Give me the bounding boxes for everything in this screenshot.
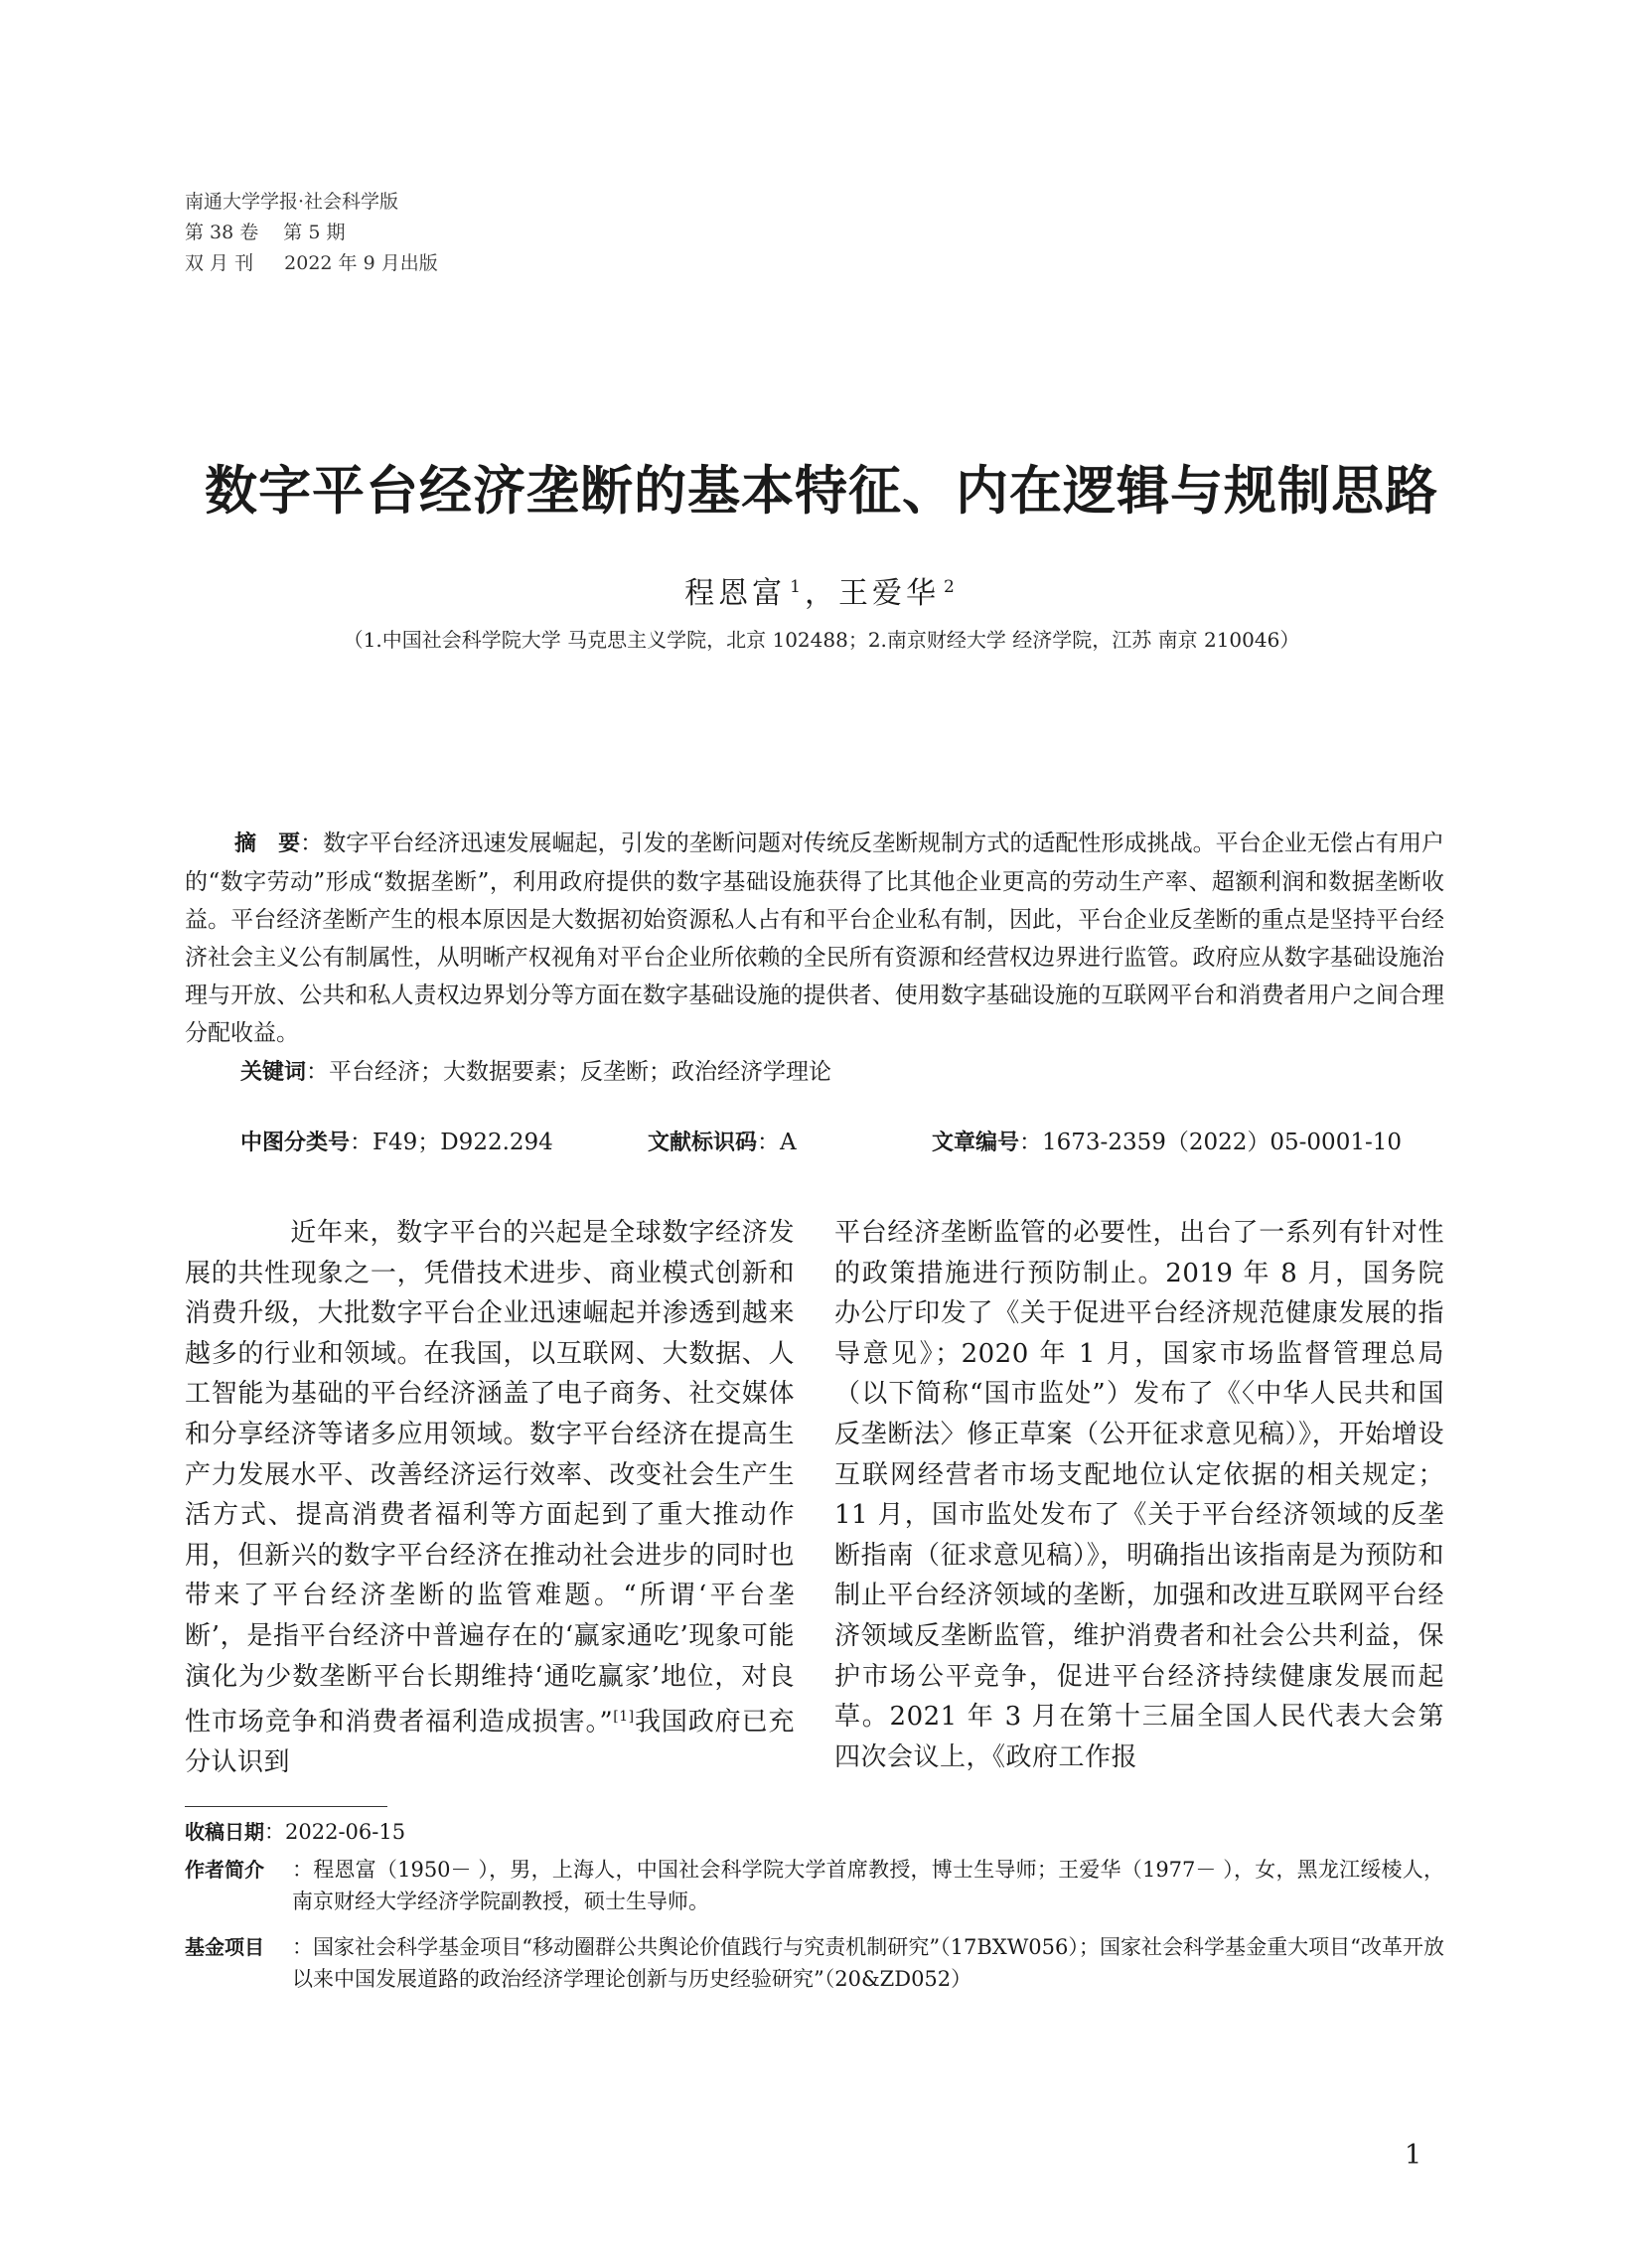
body-left-text-2: 我国政府已充分认识到 xyxy=(185,1707,795,1778)
document-code-label: 文献标识码 xyxy=(648,1131,758,1155)
received-date xyxy=(185,1816,1444,1848)
abstract-paragraph xyxy=(185,825,1444,1052)
body-left-text-1: 近年来，数字平台的兴起是全球数字经济发展的共性现象之一，凭借技术进步、商业模式创新和消费升级，大批数字平台企业迅速崛起并渗透到越来越多的行业和领域。在我国，以互联网、大数据、人工智能为基础的平台经济涵盖了电子商务、社交媒体和分享经济等诸多应用领域。数字平台经济在提高生产力发展水平、改善经济运行效率、改变社会生产生活方式、提高消费者福利等方面起到了重大推动作用，但新兴的数字平台经济在推动社会进步的同时也带来了平台经济垄断的监管难题。“所谓‘平台垄断’，是指平台经济中普遍存在的‘赢家通吃’现象可能演化为少数垄断平台长期维持‘通吃赢家’地位，对良性市场竞争和消费者福利造成损害。” xyxy=(185,1218,795,1738)
author-1-affil-mark: 1 xyxy=(790,577,801,597)
abstract-text: ：数字平台经济迅速发展崛起，引发的垄断问题对传统反垄断规制方式的适配性形成挑战。平台企业无偿占有用户的“数字劳动”形成“数据垄断”，利用政府提供的数字基础设施获得了比其他企业更高的劳动生产率、超额利润和数据垄断收益。平台经济垄断产生的根本原因是大数据初始资源私人占有和平台企业私有制，因此，平台企业反垄断的重点是坚持平台经济社会主义公有制属性，从明晰产权视角对平台企业所依赖的全民所有资源和经营权边界进行监管。政府应从数字基础设施治理与开放、公共和私人责权边界划分等方面在数字基础设施的提供者、使用数字基础设施的互联网平台和消费者用户之间合理分配收益。 xyxy=(185,831,1444,1046)
volume-issue: 第 38 卷 第 5 期 xyxy=(185,222,346,243)
author-line xyxy=(0,568,1643,612)
received-value: ：2022-06-15 xyxy=(264,1820,406,1844)
bio-label: 作者简介 xyxy=(185,1858,264,1882)
fund-label: 基金项目 xyxy=(185,1935,264,1959)
body-column-left xyxy=(185,1213,795,1783)
author-bio xyxy=(185,1854,1444,1923)
clc-number xyxy=(240,1124,553,1156)
clc-label: 中图分类号 xyxy=(240,1131,351,1155)
funding-info xyxy=(185,1931,1444,2001)
document-code xyxy=(648,1124,797,1156)
article-number xyxy=(932,1124,1402,1156)
abstract-label: 摘 要 xyxy=(234,832,301,856)
document-code-value: ：A xyxy=(757,1130,797,1155)
article-number-label: 文章编号 xyxy=(932,1131,1020,1155)
article-number-value: ：1673-2359（2022）05-0001-10 xyxy=(1019,1130,1402,1155)
author-2-name: 王爱华 xyxy=(838,576,940,611)
author-1-name: 程恩富 xyxy=(684,576,787,611)
author-separator: ， xyxy=(805,576,838,611)
body-right-text: 平台经济垄断监管的必要性，出台了一系列有针对性的政策措施进行预防制止。2019 年 8 月，国务院办公厅印发了《关于促进平台经济规范健康发展的指导意见》；2020 年 1 月，国家市场监督管理总局（以下简称“国市监处”）发布了《〈中华人民共和国反垄断法〉修正草案（公开征求意见稿）》，开始增设互联网经营者市场支配地位认定依据的相关规定；11 月，国市监处发布了《关于平台经济领域的反垄断指南（征求意见稿）》，明确指出该指南是为预防和制止平台经济领域的垄断，加强和改进互联网平台经济领域反垄断监管，维护消费者和社会公共利益，保护市场公平竞争，促进平台经济持续健康发展而起草。2021 年 3 月在第十三届全国人民代表大会第四次会议上，《政府工作报 xyxy=(834,1218,1444,1772)
publication-date: 双 月 刊 2022 年 9 月出版 xyxy=(185,252,438,274)
author-2-affil-mark: 2 xyxy=(944,577,955,597)
body-column-right xyxy=(834,1213,1444,1777)
citation-ref: [1] xyxy=(613,1709,635,1726)
received-label: 收稿日期 xyxy=(185,1820,264,1844)
keywords-text: ：平台经济；大数据要素；反垄断；政治经济学理论 xyxy=(306,1059,832,1085)
keywords-paragraph xyxy=(185,1053,1444,1092)
author-affiliations: （1.中国社会科学院大学 马克思主义学院，北京 102488；2.南京财经大学 经济学院，江苏 南京 210046） xyxy=(343,628,1300,652)
journal-masthead xyxy=(185,187,438,279)
page-number: 1 xyxy=(1405,2140,1422,2171)
abstract-block xyxy=(185,825,1444,1092)
clc-value: ：F49；D922.294 xyxy=(350,1130,553,1155)
article-title: 数字平台经济垄断的基本特征、内在逻辑与规制思路 xyxy=(205,461,1438,522)
bio-value: ：程恩富（1950－ ），男，上海人，中国社会科学院大学首席教授，博士生导师；王爱华（1977－ ），女，黑龙江绥棱人，南京财经大学经济学院副教授，硕士生导师。 xyxy=(292,1858,1444,1913)
journal-name: 南通大学学报·社会科学版 xyxy=(185,191,399,213)
footnote-divider xyxy=(185,1806,387,1807)
keywords-label: 关键词 xyxy=(240,1060,307,1085)
fund-value: ：国家社会科学基金项目“移动圈群公共舆论价值践行与究责机制研究”（17BXW056）；国家社会科学基金重大项目“改革开放以来中国发展道路的政治经济学理论创新与历史经验研究”（20&ZD052） xyxy=(292,1935,1444,1991)
